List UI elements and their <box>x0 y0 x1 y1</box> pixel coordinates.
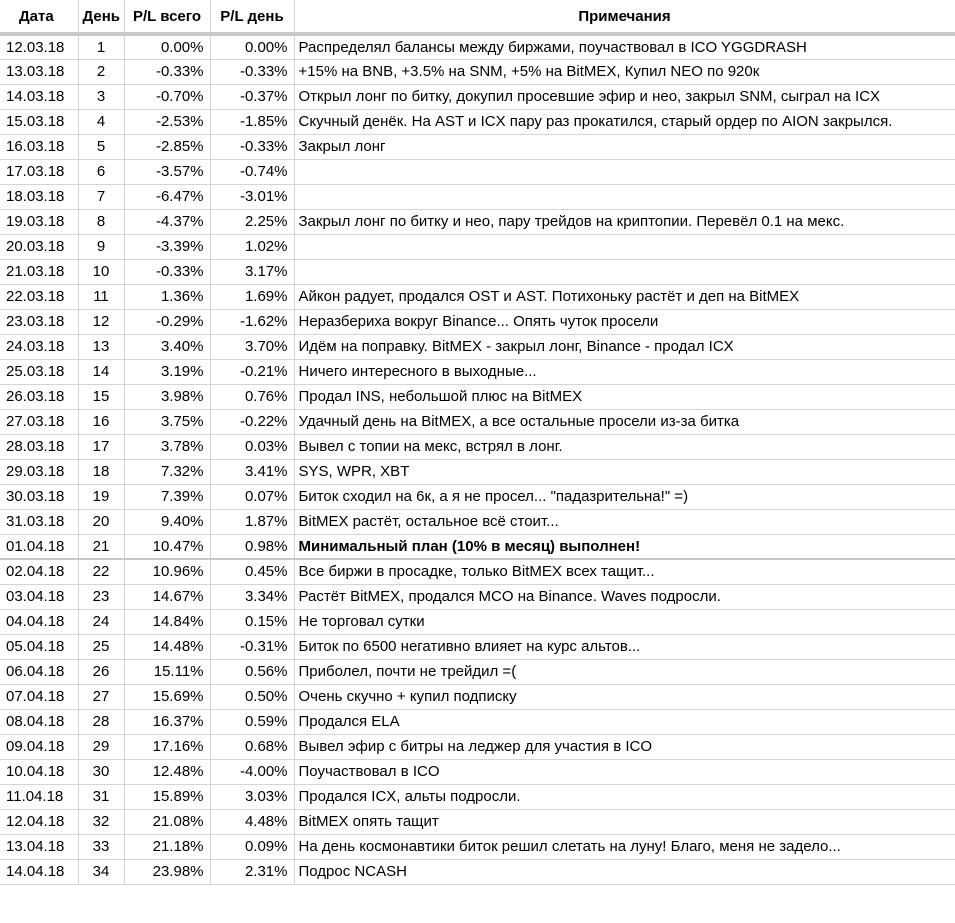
header-pl-day[interactable]: P/L день <box>210 0 294 34</box>
note-cell[interactable]: Закрыл лонг по битку и нео, пару трейдов на криптопии. Перевёл 0.1 на мекс. <box>294 209 955 234</box>
pl-day-cell[interactable]: 4.48% <box>210 809 294 834</box>
day-cell[interactable]: 24 <box>78 609 124 634</box>
date-cell[interactable]: 31.03.18 <box>0 509 78 534</box>
day-cell[interactable]: 20 <box>78 509 124 534</box>
day-cell[interactable]: 28 <box>78 709 124 734</box>
note-cell[interactable]: Распределял балансы между биржами, поучаствовал в ICO YGGDRASH <box>294 34 955 59</box>
pl-day-cell[interactable]: -0.33% <box>210 59 294 84</box>
note-cell[interactable]: Подрос NCASH <box>294 859 955 884</box>
day-cell[interactable]: 10 <box>78 259 124 284</box>
note-cell[interactable]: Удачный день на BitMEX, а все остальные просели из-за битка <box>294 409 955 434</box>
table-row <box>0 359 955 384</box>
note-cell[interactable]: Идём на поправку. BitMEX - закрыл лонг, Binance - продал ICX <box>294 334 955 359</box>
table-row <box>0 659 955 684</box>
pl-total-cell[interactable]: -2.85% <box>124 134 210 159</box>
pl-day-cell[interactable]: 0.45% <box>210 559 294 584</box>
note-cell[interactable]: Вывел эфир с битры на леджер для участия в ICO <box>294 734 955 759</box>
pl-total-cell[interactable]: 14.67% <box>124 584 210 609</box>
table-row <box>0 809 955 834</box>
pl-day-cell[interactable]: 3.03% <box>210 784 294 809</box>
day-cell[interactable]: 5 <box>78 134 124 159</box>
note-cell[interactable]: Открыл лонг по битку, докупил просевшие эфир и нео, закрыл SNM, сыграл на ICX <box>294 84 955 109</box>
note-cell[interactable]: Продался ELA <box>294 709 955 734</box>
pl-total-cell[interactable]: 21.08% <box>124 809 210 834</box>
date-cell[interactable]: 14.03.18 <box>0 84 78 109</box>
table-row <box>0 484 955 509</box>
pl-total-cell[interactable]: 10.96% <box>124 559 210 584</box>
day-cell[interactable]: 7 <box>78 184 124 209</box>
pl-day-cell[interactable]: 3.17% <box>210 259 294 284</box>
note-cell[interactable]: SYS, WPR, XBT <box>294 459 955 484</box>
date-cell[interactable]: 12.04.18 <box>0 809 78 834</box>
day-cell[interactable]: 15 <box>78 384 124 409</box>
note-cell[interactable] <box>294 234 955 259</box>
table-row <box>0 634 955 659</box>
pl-day-cell[interactable]: -4.00% <box>210 759 294 784</box>
table-row <box>0 84 955 109</box>
pl-day-cell[interactable]: 3.41% <box>210 459 294 484</box>
pl-day-cell[interactable]: 3.70% <box>210 334 294 359</box>
date-cell[interactable]: 08.04.18 <box>0 709 78 734</box>
pl-total-cell[interactable]: 15.69% <box>124 684 210 709</box>
pl-day-cell[interactable]: 0.09% <box>210 834 294 859</box>
note-cell[interactable]: Скучный денёк. На AST и ICX пару раз прокатился, старый ордер по AION закрылся. <box>294 109 955 134</box>
date-cell[interactable]: 27.03.18 <box>0 409 78 434</box>
date-cell[interactable]: 26.03.18 <box>0 384 78 409</box>
date-cell[interactable]: 22.03.18 <box>0 284 78 309</box>
pl-total-cell[interactable]: 7.39% <box>124 484 210 509</box>
date-cell[interactable]: 18.03.18 <box>0 184 78 209</box>
table-body <box>0 34 955 884</box>
table-row <box>0 584 955 609</box>
table-row <box>0 384 955 409</box>
pl-total-cell[interactable]: 3.98% <box>124 384 210 409</box>
pl-total-cell[interactable]: 14.84% <box>124 609 210 634</box>
table-row <box>0 184 955 209</box>
note-cell[interactable]: На день космонавтики биток решил слетать на луну! Благо, меня не задело... <box>294 834 955 859</box>
day-cell[interactable]: 3 <box>78 84 124 109</box>
pl-day-cell[interactable]: 1.87% <box>210 509 294 534</box>
date-cell[interactable]: 14.04.18 <box>0 859 78 884</box>
pl-day-cell[interactable]: -0.33% <box>210 134 294 159</box>
table-row <box>0 109 955 134</box>
note-cell[interactable]: Продался ICX, альты подросли. <box>294 784 955 809</box>
pl-total-cell[interactable]: 16.37% <box>124 709 210 734</box>
pl-total-cell[interactable]: -3.39% <box>124 234 210 259</box>
table-row <box>0 759 955 784</box>
table-row <box>0 134 955 159</box>
note-cell[interactable]: Продал INS, небольшой плюс на BitMEX <box>294 384 955 409</box>
pl-day-cell[interactable]: 0.56% <box>210 659 294 684</box>
date-cell[interactable]: 30.03.18 <box>0 484 78 509</box>
pl-total-cell[interactable]: -6.47% <box>124 184 210 209</box>
note-cell[interactable]: Приболел, почти не трейдил =( <box>294 659 955 684</box>
pl-total-cell[interactable]: 3.40% <box>124 334 210 359</box>
day-cell[interactable]: 26 <box>78 659 124 684</box>
date-cell[interactable]: 16.03.18 <box>0 134 78 159</box>
pl-total-cell[interactable]: -2.53% <box>124 109 210 134</box>
day-cell[interactable]: 14 <box>78 359 124 384</box>
pl-total-cell[interactable]: 14.48% <box>124 634 210 659</box>
pl-day-cell[interactable]: -0.31% <box>210 634 294 659</box>
note-cell[interactable]: Биток сходил на 6к, а я не просел... "падазрительна!" =) <box>294 484 955 509</box>
pl-day-cell[interactable]: 0.03% <box>210 434 294 459</box>
day-cell[interactable]: 21 <box>78 534 124 559</box>
note-cell[interactable]: BitMEX растёт, остальное всё стоит... <box>294 509 955 534</box>
date-cell[interactable]: 24.03.18 <box>0 334 78 359</box>
day-cell[interactable]: 29 <box>78 734 124 759</box>
header-date[interactable]: Дата <box>0 0 78 34</box>
day-cell[interactable]: 23 <box>78 584 124 609</box>
pl-total-cell[interactable]: 1.36% <box>124 284 210 309</box>
date-cell[interactable]: 29.03.18 <box>0 459 78 484</box>
header-day[interactable]: День <box>78 0 124 34</box>
date-cell[interactable]: 17.03.18 <box>0 159 78 184</box>
date-cell[interactable]: 11.04.18 <box>0 784 78 809</box>
pl-total-cell[interactable]: 9.40% <box>124 509 210 534</box>
day-cell[interactable]: 25 <box>78 634 124 659</box>
day-cell[interactable]: 18 <box>78 459 124 484</box>
table-row <box>0 534 955 559</box>
date-cell[interactable]: 01.04.18 <box>0 534 78 559</box>
pl-day-cell[interactable]: 0.15% <box>210 609 294 634</box>
note-cell[interactable]: BitMEX опять тащит <box>294 809 955 834</box>
date-cell[interactable]: 13.04.18 <box>0 834 78 859</box>
date-cell[interactable]: 12.03.18 <box>0 34 78 59</box>
pl-total-cell[interactable]: -0.70% <box>124 84 210 109</box>
table-row <box>0 609 955 634</box>
note-cell[interactable]: Очень скучно + купил подписку <box>294 684 955 709</box>
date-cell[interactable]: 21.03.18 <box>0 259 78 284</box>
pl-day-cell[interactable]: 3.34% <box>210 584 294 609</box>
note-cell[interactable]: Все биржи в просадке, только BitMEX всех тащит... <box>294 559 955 584</box>
pl-day-cell[interactable]: 0.00% <box>210 34 294 59</box>
day-cell[interactable]: 2 <box>78 59 124 84</box>
date-cell[interactable]: 13.03.18 <box>0 59 78 84</box>
note-cell[interactable]: Вывел с топии на мекс, встрял в лонг. <box>294 434 955 459</box>
pl-day-cell[interactable]: -0.22% <box>210 409 294 434</box>
date-cell[interactable]: 07.04.18 <box>0 684 78 709</box>
pl-total-cell[interactable]: 10.47% <box>124 534 210 559</box>
header-notes[interactable]: Примечания <box>294 0 955 34</box>
pl-total-cell[interactable]: 3.75% <box>124 409 210 434</box>
pl-day-cell[interactable]: -0.21% <box>210 359 294 384</box>
pl-day-cell[interactable]: -1.62% <box>210 309 294 334</box>
note-cell[interactable]: Поучаствовал в ICO <box>294 759 955 784</box>
pl-day-cell[interactable]: -3.01% <box>210 184 294 209</box>
date-cell[interactable]: 25.03.18 <box>0 359 78 384</box>
note-cell[interactable]: +15% на BNB, +3.5% на SNM, +5% на BitMEX, Купил NEO по 920к <box>294 59 955 84</box>
table-row <box>0 784 955 809</box>
date-cell[interactable]: 10.04.18 <box>0 759 78 784</box>
note-cell[interactable]: Закрыл лонг <box>294 134 955 159</box>
pl-day-cell[interactable]: 0.68% <box>210 734 294 759</box>
day-cell[interactable]: 11 <box>78 284 124 309</box>
day-cell[interactable]: 31 <box>78 784 124 809</box>
date-cell[interactable]: 09.04.18 <box>0 734 78 759</box>
day-cell[interactable]: 13 <box>78 334 124 359</box>
table-row <box>0 409 955 434</box>
note-cell[interactable]: Не торговал сутки <box>294 609 955 634</box>
pl-day-cell[interactable]: 1.02% <box>210 234 294 259</box>
date-cell[interactable]: 02.04.18 <box>0 559 78 584</box>
header-pl-total[interactable]: P/L всего <box>124 0 210 34</box>
date-cell[interactable]: 19.03.18 <box>0 209 78 234</box>
note-cell[interactable]: Неразбериха вокруг Binance... Опять чуток просели <box>294 309 955 334</box>
day-cell[interactable]: 34 <box>78 859 124 884</box>
table-row <box>0 559 955 584</box>
pl-total-cell[interactable]: -0.33% <box>124 259 210 284</box>
pl-day-cell[interactable]: 0.07% <box>210 484 294 509</box>
note-cell[interactable]: Биток по 6500 негативно влияет на курс альтов... <box>294 634 955 659</box>
pl-total-cell[interactable]: 15.89% <box>124 784 210 809</box>
note-cell[interactable]: Ничего интересного в выходные... <box>294 359 955 384</box>
date-cell[interactable]: 05.04.18 <box>0 634 78 659</box>
pl-day-cell[interactable]: 1.69% <box>210 284 294 309</box>
pl-total-cell[interactable]: -0.33% <box>124 59 210 84</box>
table-row <box>0 34 955 59</box>
day-cell[interactable]: 8 <box>78 209 124 234</box>
note-cell[interactable]: Айкон радует, продался OST и AST. Потихоньку растёт и деп на BitMEX <box>294 284 955 309</box>
table-row <box>0 309 955 334</box>
day-cell[interactable]: 22 <box>78 559 124 584</box>
pl-total-cell[interactable]: 3.78% <box>124 434 210 459</box>
table-row <box>0 284 955 309</box>
pl-total-cell[interactable]: 3.19% <box>124 359 210 384</box>
pl-total-cell[interactable]: 0.00% <box>124 34 210 59</box>
header-row <box>0 0 955 34</box>
day-cell[interactable]: 33 <box>78 834 124 859</box>
pl-day-cell[interactable]: 0.76% <box>210 384 294 409</box>
pl-day-cell[interactable]: 0.50% <box>210 684 294 709</box>
table-row <box>0 334 955 359</box>
date-cell[interactable]: 20.03.18 <box>0 234 78 259</box>
pl-total-cell[interactable]: 15.11% <box>124 659 210 684</box>
pl-day-cell[interactable]: -0.74% <box>210 159 294 184</box>
day-cell[interactable]: 6 <box>78 159 124 184</box>
day-cell[interactable]: 9 <box>78 234 124 259</box>
table-row <box>0 834 955 859</box>
table-row <box>0 859 955 884</box>
day-cell[interactable]: 12 <box>78 309 124 334</box>
table-row <box>0 59 955 84</box>
pl-total-cell[interactable]: 23.98% <box>124 859 210 884</box>
day-cell[interactable]: 27 <box>78 684 124 709</box>
date-cell[interactable]: 03.04.18 <box>0 584 78 609</box>
date-cell[interactable]: 06.04.18 <box>0 659 78 684</box>
table-row <box>0 709 955 734</box>
pl-total-cell[interactable]: 12.48% <box>124 759 210 784</box>
table-row <box>0 259 955 284</box>
table-row <box>0 459 955 484</box>
date-cell[interactable]: 28.03.18 <box>0 434 78 459</box>
pl-total-cell[interactable]: 21.18% <box>124 834 210 859</box>
table-row <box>0 434 955 459</box>
table-row <box>0 684 955 709</box>
day-cell[interactable]: 4 <box>78 109 124 134</box>
pl-day-cell[interactable]: -0.37% <box>210 84 294 109</box>
day-cell[interactable]: 16 <box>78 409 124 434</box>
note-cell[interactable]: Минимальный план (10% в месяц) выполнен! <box>294 534 955 559</box>
date-cell[interactable]: 04.04.18 <box>0 609 78 634</box>
day-cell[interactable]: 17 <box>78 434 124 459</box>
day-cell[interactable]: 1 <box>78 34 124 59</box>
note-cell[interactable] <box>294 159 955 184</box>
pl-day-cell[interactable]: 0.59% <box>210 709 294 734</box>
date-cell[interactable]: 23.03.18 <box>0 309 78 334</box>
table-row <box>0 234 955 259</box>
day-cell[interactable]: 32 <box>78 809 124 834</box>
pl-total-cell[interactable]: 17.16% <box>124 734 210 759</box>
note-cell[interactable] <box>294 259 955 284</box>
table-row <box>0 209 955 234</box>
pl-total-cell[interactable]: -0.29% <box>124 309 210 334</box>
day-cell[interactable]: 30 <box>78 759 124 784</box>
table-row <box>0 734 955 759</box>
pl-day-cell[interactable]: 2.31% <box>210 859 294 884</box>
pl-total-cell[interactable]: -4.37% <box>124 209 210 234</box>
day-cell[interactable]: 19 <box>78 484 124 509</box>
pl-total-cell[interactable]: 7.32% <box>124 459 210 484</box>
note-cell[interactable]: Растёт BitMEX, продался MCO на Binance. Waves подросли. <box>294 584 955 609</box>
date-cell[interactable]: 15.03.18 <box>0 109 78 134</box>
pl-day-cell[interactable]: 2.25% <box>210 209 294 234</box>
note-cell[interactable] <box>294 184 955 209</box>
table-row <box>0 509 955 534</box>
table-row <box>0 159 955 184</box>
pl-day-cell[interactable]: -1.85% <box>210 109 294 134</box>
pl-total-cell[interactable]: -3.57% <box>124 159 210 184</box>
pl-day-cell[interactable]: 0.98% <box>210 534 294 559</box>
